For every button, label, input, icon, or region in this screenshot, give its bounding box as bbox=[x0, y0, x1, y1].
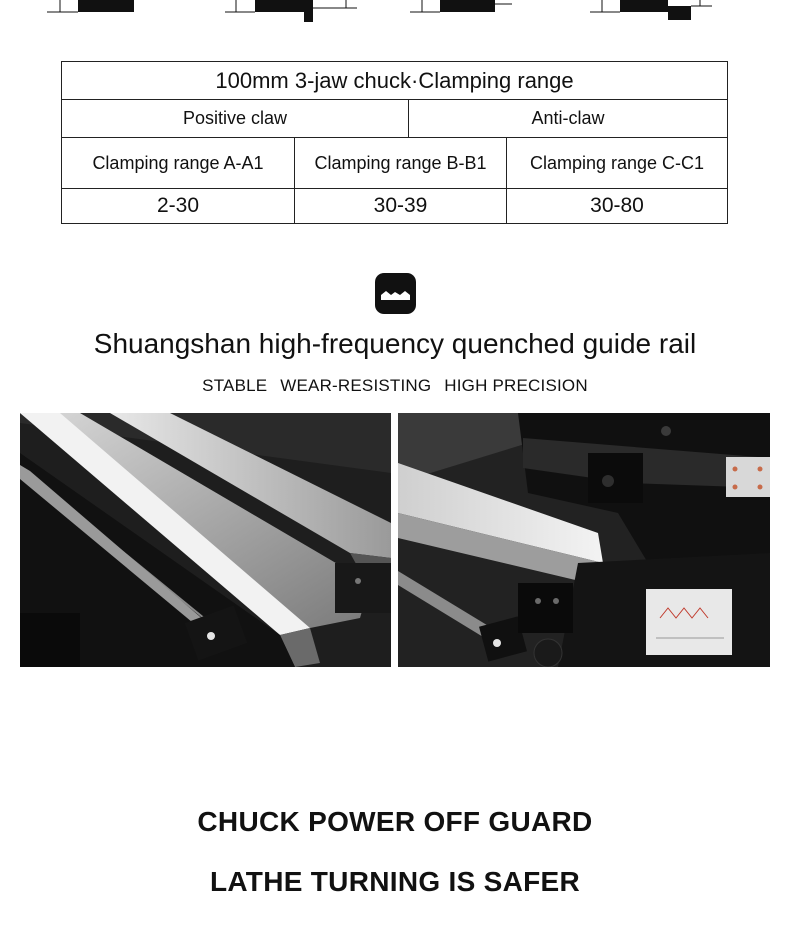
feature-stable: STABLE bbox=[202, 376, 268, 395]
range-header-c: Clamping range C-C1 bbox=[507, 138, 728, 189]
feature-wear-resisting: WEAR-RESISTING bbox=[280, 376, 432, 395]
jaw-diagram-strip bbox=[0, 0, 790, 24]
guard-section-subtitle: LATHE TURNING IS SAFER bbox=[209, 866, 581, 897]
table-title: 100mm 3-jaw chuck·Clamping range bbox=[62, 62, 728, 100]
range-value-a: 2-30 bbox=[62, 189, 295, 224]
guard-section-title: CHUCK POWER OFF GUARD bbox=[197, 806, 593, 837]
range-value-c: 30-80 bbox=[507, 189, 728, 224]
carriage-photo bbox=[398, 413, 770, 667]
jaw-diagram-c bbox=[410, 0, 512, 12]
range-value-b: 30-39 bbox=[295, 189, 507, 224]
jaw-diagram-b bbox=[225, 0, 357, 22]
positive-claw-header: Positive claw bbox=[62, 100, 409, 138]
rail-section-title: Shuangshan high-frequency quenched guide rail bbox=[93, 328, 697, 359]
guide-rail-icon bbox=[375, 273, 416, 314]
guide-rail-photo bbox=[20, 413, 391, 667]
range-header-a: Clamping range A-A1 bbox=[62, 138, 295, 189]
anti-claw-header: Anti-claw bbox=[409, 100, 728, 138]
jaw-diagram-a bbox=[47, 0, 134, 12]
range-header-b: Clamping range B-B1 bbox=[295, 138, 507, 189]
rail-feature-list bbox=[0, 376, 790, 396]
feature-high-precision: HIGH PRECISION bbox=[444, 376, 588, 395]
clamping-range-table bbox=[61, 61, 728, 224]
jaw-diagram-d bbox=[590, 0, 712, 20]
